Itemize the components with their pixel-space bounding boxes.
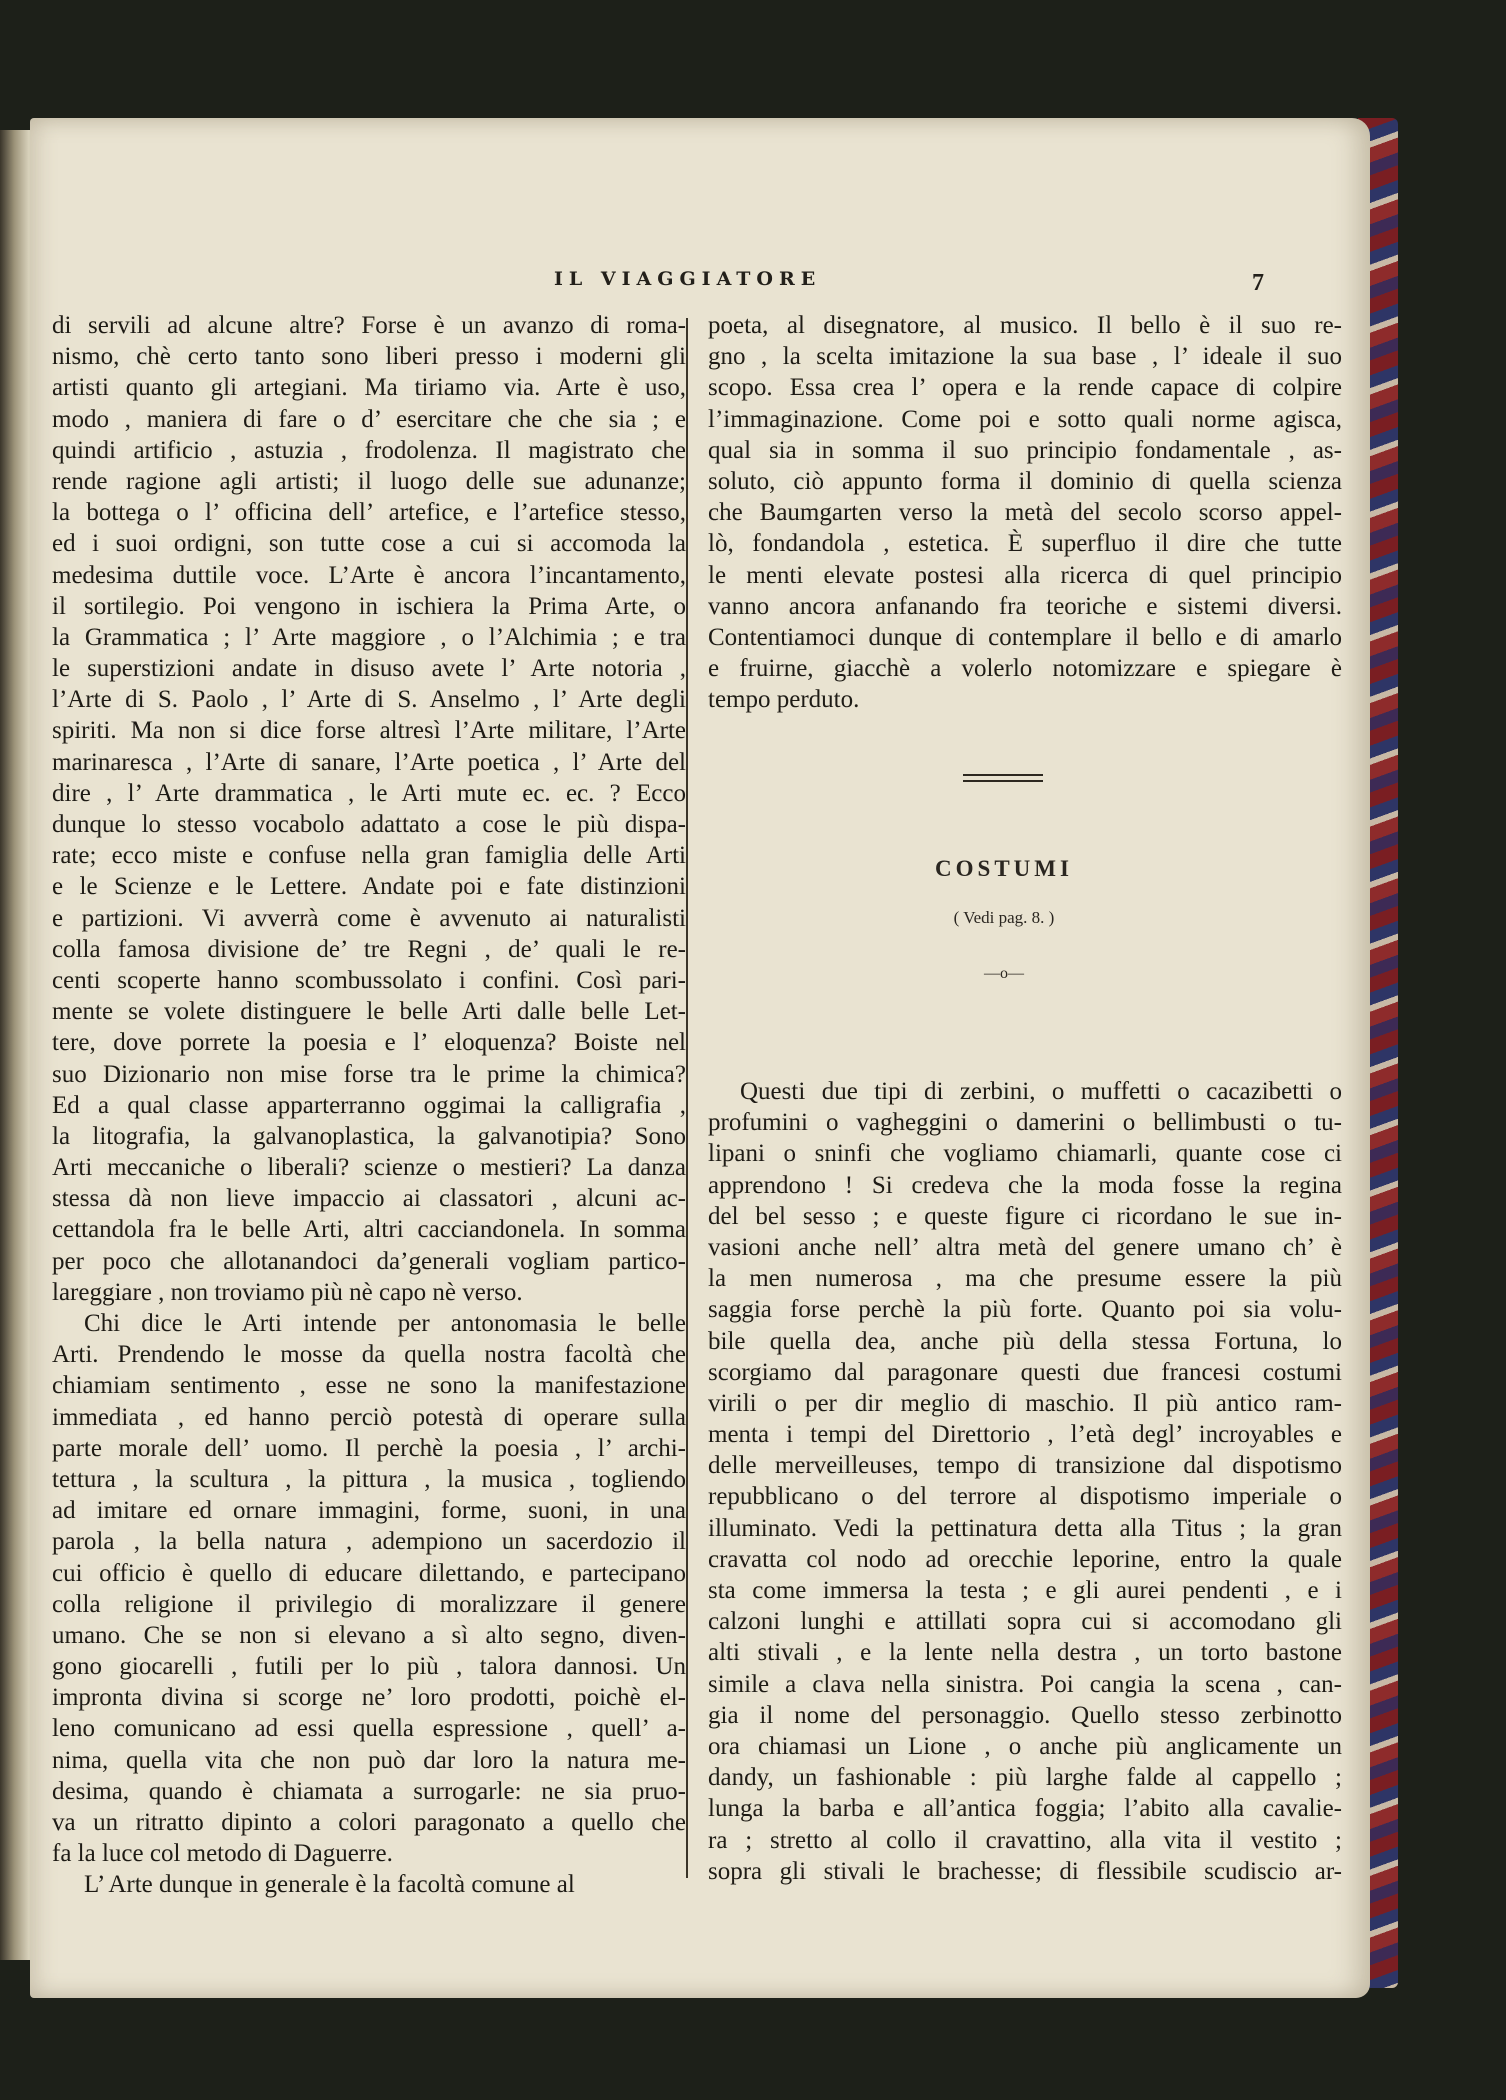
text-line: calzoni lunghi e attillati sopra cui si accomodano gli <box>708 1608 1342 1636</box>
text-line: rate; ecco miste e confuse nella gran famiglia delle Arti <box>52 842 686 870</box>
text-line: centi scoperte hanno scombussolato i confini. Così pari- <box>52 966 686 994</box>
text-line: virili o per dir meglio di maschio. Il più antico ram- <box>708 1389 1342 1417</box>
text-line: saggia forse perchè la più forte. Quanto poi sia volu- <box>708 1296 1342 1324</box>
text-line: rende ragione agli artisti; il luogo delle sue adunanze; <box>52 467 686 495</box>
text-line: alti stivali , e la lente nella destra , un torto bastone <box>708 1639 1342 1667</box>
text-line: sta come immersa la testa ; e gli aurei pendenti , e i <box>708 1577 1342 1604</box>
text-line: scopo. Essa crea l’ opera e la rende capace di colpire <box>708 374 1342 402</box>
text-line: repubblicano o del terrore al dispotismo imperiale o <box>708 1483 1342 1511</box>
text-line: immediata , ed hanno perciò potestà di operare sulla <box>52 1403 686 1431</box>
text-line: per poco che allotanandoci da’generali vogliam partico- <box>52 1247 686 1275</box>
running-head: IL VIAGGIATORE <box>554 268 822 290</box>
text-line: ora chiamasi un Lione , o anche più anglicamente un <box>708 1732 1342 1760</box>
text-line: dandy, un fashionable : più larghe falde al cappello ; <box>708 1764 1342 1792</box>
section-title: COSTUMI <box>935 856 1073 881</box>
text-line: qual sia in somma il suo principio fondamentale , as- <box>708 436 1342 464</box>
text-line: lipani o sninfi che vogliamo chiamarli, quante cose ci <box>708 1140 1342 1168</box>
right-text-column-bottom <box>708 1076 1342 1887</box>
text-line: gono giocarelli , futili per lo più , talora dannosi. Un <box>52 1653 686 1681</box>
text-line: chiamiam sentimento , esse ne sono la manifestazione <box>52 1372 686 1400</box>
text-line: profumini o vagheggini o damerini o bellimbusti o tu- <box>708 1109 1342 1137</box>
text-line: cettandola fra le belle Arti, altri cacciandonela. In somma <box>52 1216 686 1244</box>
text-line: nima, quella vita che non può dar loro la natura me- <box>52 1746 686 1774</box>
text-line: il sortilegio. Poi vengono in ischiera la Prima Arte, o <box>52 592 686 620</box>
text-line: umano. Che se non si elevano a sì alto segno, diven- <box>52 1621 686 1649</box>
text-line: parte morale dell’ uomo. Il perchè la poesia , l’ archi- <box>52 1434 686 1462</box>
text-line: e fruirne, giacchè a volerlo notomizzare e spiegare è <box>708 655 1342 683</box>
text-line: gia il nome del personaggio. Quello stesso zerbinotto <box>708 1701 1342 1729</box>
text-line: L’ Arte dunque in generale è la facoltà comune al <box>84 1871 575 1899</box>
text-line: e partizioni. Vi avverrà come è avvenuto ai naturalisti <box>52 904 686 932</box>
text-line: lunga la barba e all’antica foggia; l’abito alla cavalie- <box>708 1795 1342 1823</box>
text-line: dunque lo stesso vocabolo adattato a cose le più dispa- <box>52 811 686 838</box>
left-text-column <box>52 310 686 1901</box>
text-line: menta i tempi del Direttorio , l’età degl’ incroyables e <box>708 1421 1342 1449</box>
text-line: leno comunicano ad essi quella espressione , quell’ a- <box>52 1715 686 1743</box>
text-line: di servili ad alcune altre? Forse è un avanzo di roma- <box>52 312 686 339</box>
text-line: cui officio è quello di educare dilettando, e partecipano <box>52 1559 686 1587</box>
text-line: ed i suoi ordigni, son tutte cose a cui si accomoda la <box>52 530 686 558</box>
text-line: spiriti. Ma non si dice forse altresì l’Arte militare, l’Arte <box>52 717 686 745</box>
text-line: mente se volete distinguere le belle Arti dalle belle Let- <box>52 998 686 1026</box>
text-line: vasioni anche nell’ altra metà del genere umano ch’ è <box>708 1233 1342 1261</box>
text-line: sopra gli stivali le brachesse; di flessibile scudiscio ar- <box>708 1857 1342 1885</box>
text-line: la men numerosa , ma che presume essere la più <box>708 1265 1342 1293</box>
column-divider <box>686 318 688 1878</box>
text-line: illuminato. Vedi la pettinatura detta alla Titus ; la gran <box>708 1514 1342 1542</box>
text-line: delle merveilleuses, tempo di transizione dal dispotismo <box>708 1452 1342 1480</box>
text-line: lareggiare , non troviamo più nè capo nè verso. <box>52 1278 523 1306</box>
text-line: l’immaginazione. Come poi e sotto quali norme agisca, <box>708 405 1342 433</box>
text-line: va un ritratto dipinto a colori paragonato a quello che <box>52 1809 686 1836</box>
text-line: bile quella dea, anche più della stessa Fortuna, lo <box>708 1327 1342 1355</box>
text-line: parola , la bella natura , adempiono un sacerdozio il <box>52 1528 686 1556</box>
section-page-reference: ( Vedi pag. 8. ) <box>953 908 1055 927</box>
text-line: le menti elevate postesi alla ricerca di quel principio <box>708 561 1342 589</box>
text-line: cravatta col nodo ad orecchie leporine, entro la quale <box>708 1545 1342 1573</box>
text-line: Contentiamoci dunque di contemplare il bello e di amarlo <box>708 623 1342 651</box>
text-line: Arti meccaniche o liberali? scienze o mestieri? La danza <box>52 1154 686 1182</box>
text-line: Arti. Prendendo le mosse da quella nostra facoltà che <box>52 1341 686 1369</box>
page-number: 7 <box>1252 270 1264 296</box>
text-line: la bottega o l’ officina dell’ artefice, e l’artefice stesso, <box>52 499 686 527</box>
text-line: soluto, ciò appunto forma il dominio di quella scienza <box>708 467 1342 495</box>
text-line: colla religione il privilegio di moralizzare il genere <box>52 1590 686 1618</box>
text-line: scorgiamo dal paragonare questi due francesi costumi <box>708 1358 1342 1386</box>
text-line: ra ; stretto al collo il cravattino, alla vita il vestito ; <box>708 1826 1342 1854</box>
section-small-separator: —o— <box>984 965 1024 982</box>
text-line: ad imitare ed ornare immagini, forme, suoni, in una <box>52 1497 686 1525</box>
text-line: poeta, al disegnatore, al musico. Il bello è il suo re- <box>708 312 1342 339</box>
text-line: quindi artificio , astuzia , frodolenza. Il magistrato che <box>52 436 686 464</box>
text-line: nismo, chè certo tanto sono liberi presso i moderni gli <box>52 343 686 371</box>
text-line: le superstizioni andate in disuso avete l’ Arte notoria , <box>52 655 686 683</box>
text-line: stessa dà non lieve impaccio ai classatori , alcuni ac- <box>52 1185 686 1213</box>
text-line: medesima duttile voce. L’Arte è ancora l’incantamento, <box>52 561 686 589</box>
text-line: tere, dove porrete la poesia e l’ eloquenza? Boiste nel <box>52 1029 686 1057</box>
text-line: vanno ancora anfanando fra teoriche e sistemi diversi. <box>708 592 1342 620</box>
text-line: che Baumgarten verso la metà del secolo scorso appel- <box>708 499 1342 527</box>
text-line: suo Dizionario non mise forse tra le prime la chimica? <box>52 1060 686 1088</box>
text-line: impronta divina si scorge ne’ loro prodotti, poichè el- <box>52 1684 686 1712</box>
text-line: tempo perduto. <box>708 686 860 714</box>
text-line: e le Scienze e le Lettere. Andate poi e fate distinzioni <box>52 873 686 901</box>
text-line: tettura , la scultura , la pittura , la musica , togliendo <box>52 1465 686 1493</box>
right-text-column-top <box>708 310 1342 715</box>
text-line: colla famosa divisione de’ tre Regni , de’ quali le re- <box>52 935 686 963</box>
text-line: Questi due tipi di zerbini, o muffetti o cacazibetti o <box>740 1078 1342 1105</box>
text-line: Chi dice le Arti intende per antonomasia le belle <box>84 1310 686 1337</box>
text-line: marinaresca , l’Arte di sanare, l’Arte poetica , l’ Arte del <box>52 748 686 776</box>
text-line: artisti quanto gli artegiani. Ma tiriamo via. Arte è uso, <box>52 374 686 402</box>
text-line: apprendono ! Si credeva che la moda fosse la regina <box>708 1171 1342 1199</box>
section-separator-rule <box>963 774 1043 782</box>
text-line: la litografia, la galvanoplastica, la galvanotipia? Sono <box>52 1122 686 1150</box>
text-line: del bel sesso ; e queste figure ci ricordano le sue in- <box>708 1202 1342 1230</box>
text-line: fa la luce col metodo di Daguerre. <box>52 1840 393 1868</box>
text-line: l’Arte di S. Paolo , l’ Arte di S. Anselmo , l’ Arte degli <box>52 686 686 714</box>
text-line: lò, fondandola , estetica. È superfluo il dire che tutte <box>708 530 1342 558</box>
text-line: Ed a qual classe apparterranno oggimai la calligrafia , <box>52 1091 686 1119</box>
text-line: desima, quando è chiamata a surrogarle: ne sia pruo- <box>52 1777 686 1805</box>
text-line: modo , maniera di fare o d’ esercitare che che sia ; e <box>52 405 686 433</box>
text-line: gno , la scelta imitazione la sua base , l’ ideale il suo <box>708 343 1342 371</box>
text-line: dire , l’ Arte drammatica , le Arti mute ec. ec. ? Ecco <box>52 779 686 807</box>
text-line: la Grammatica ; l’ Arte maggiore , o l’Alchimia ; e tra <box>52 623 686 651</box>
text-line: simile a clava nella sinistra. Poi cangia la scena , can- <box>708 1670 1342 1698</box>
